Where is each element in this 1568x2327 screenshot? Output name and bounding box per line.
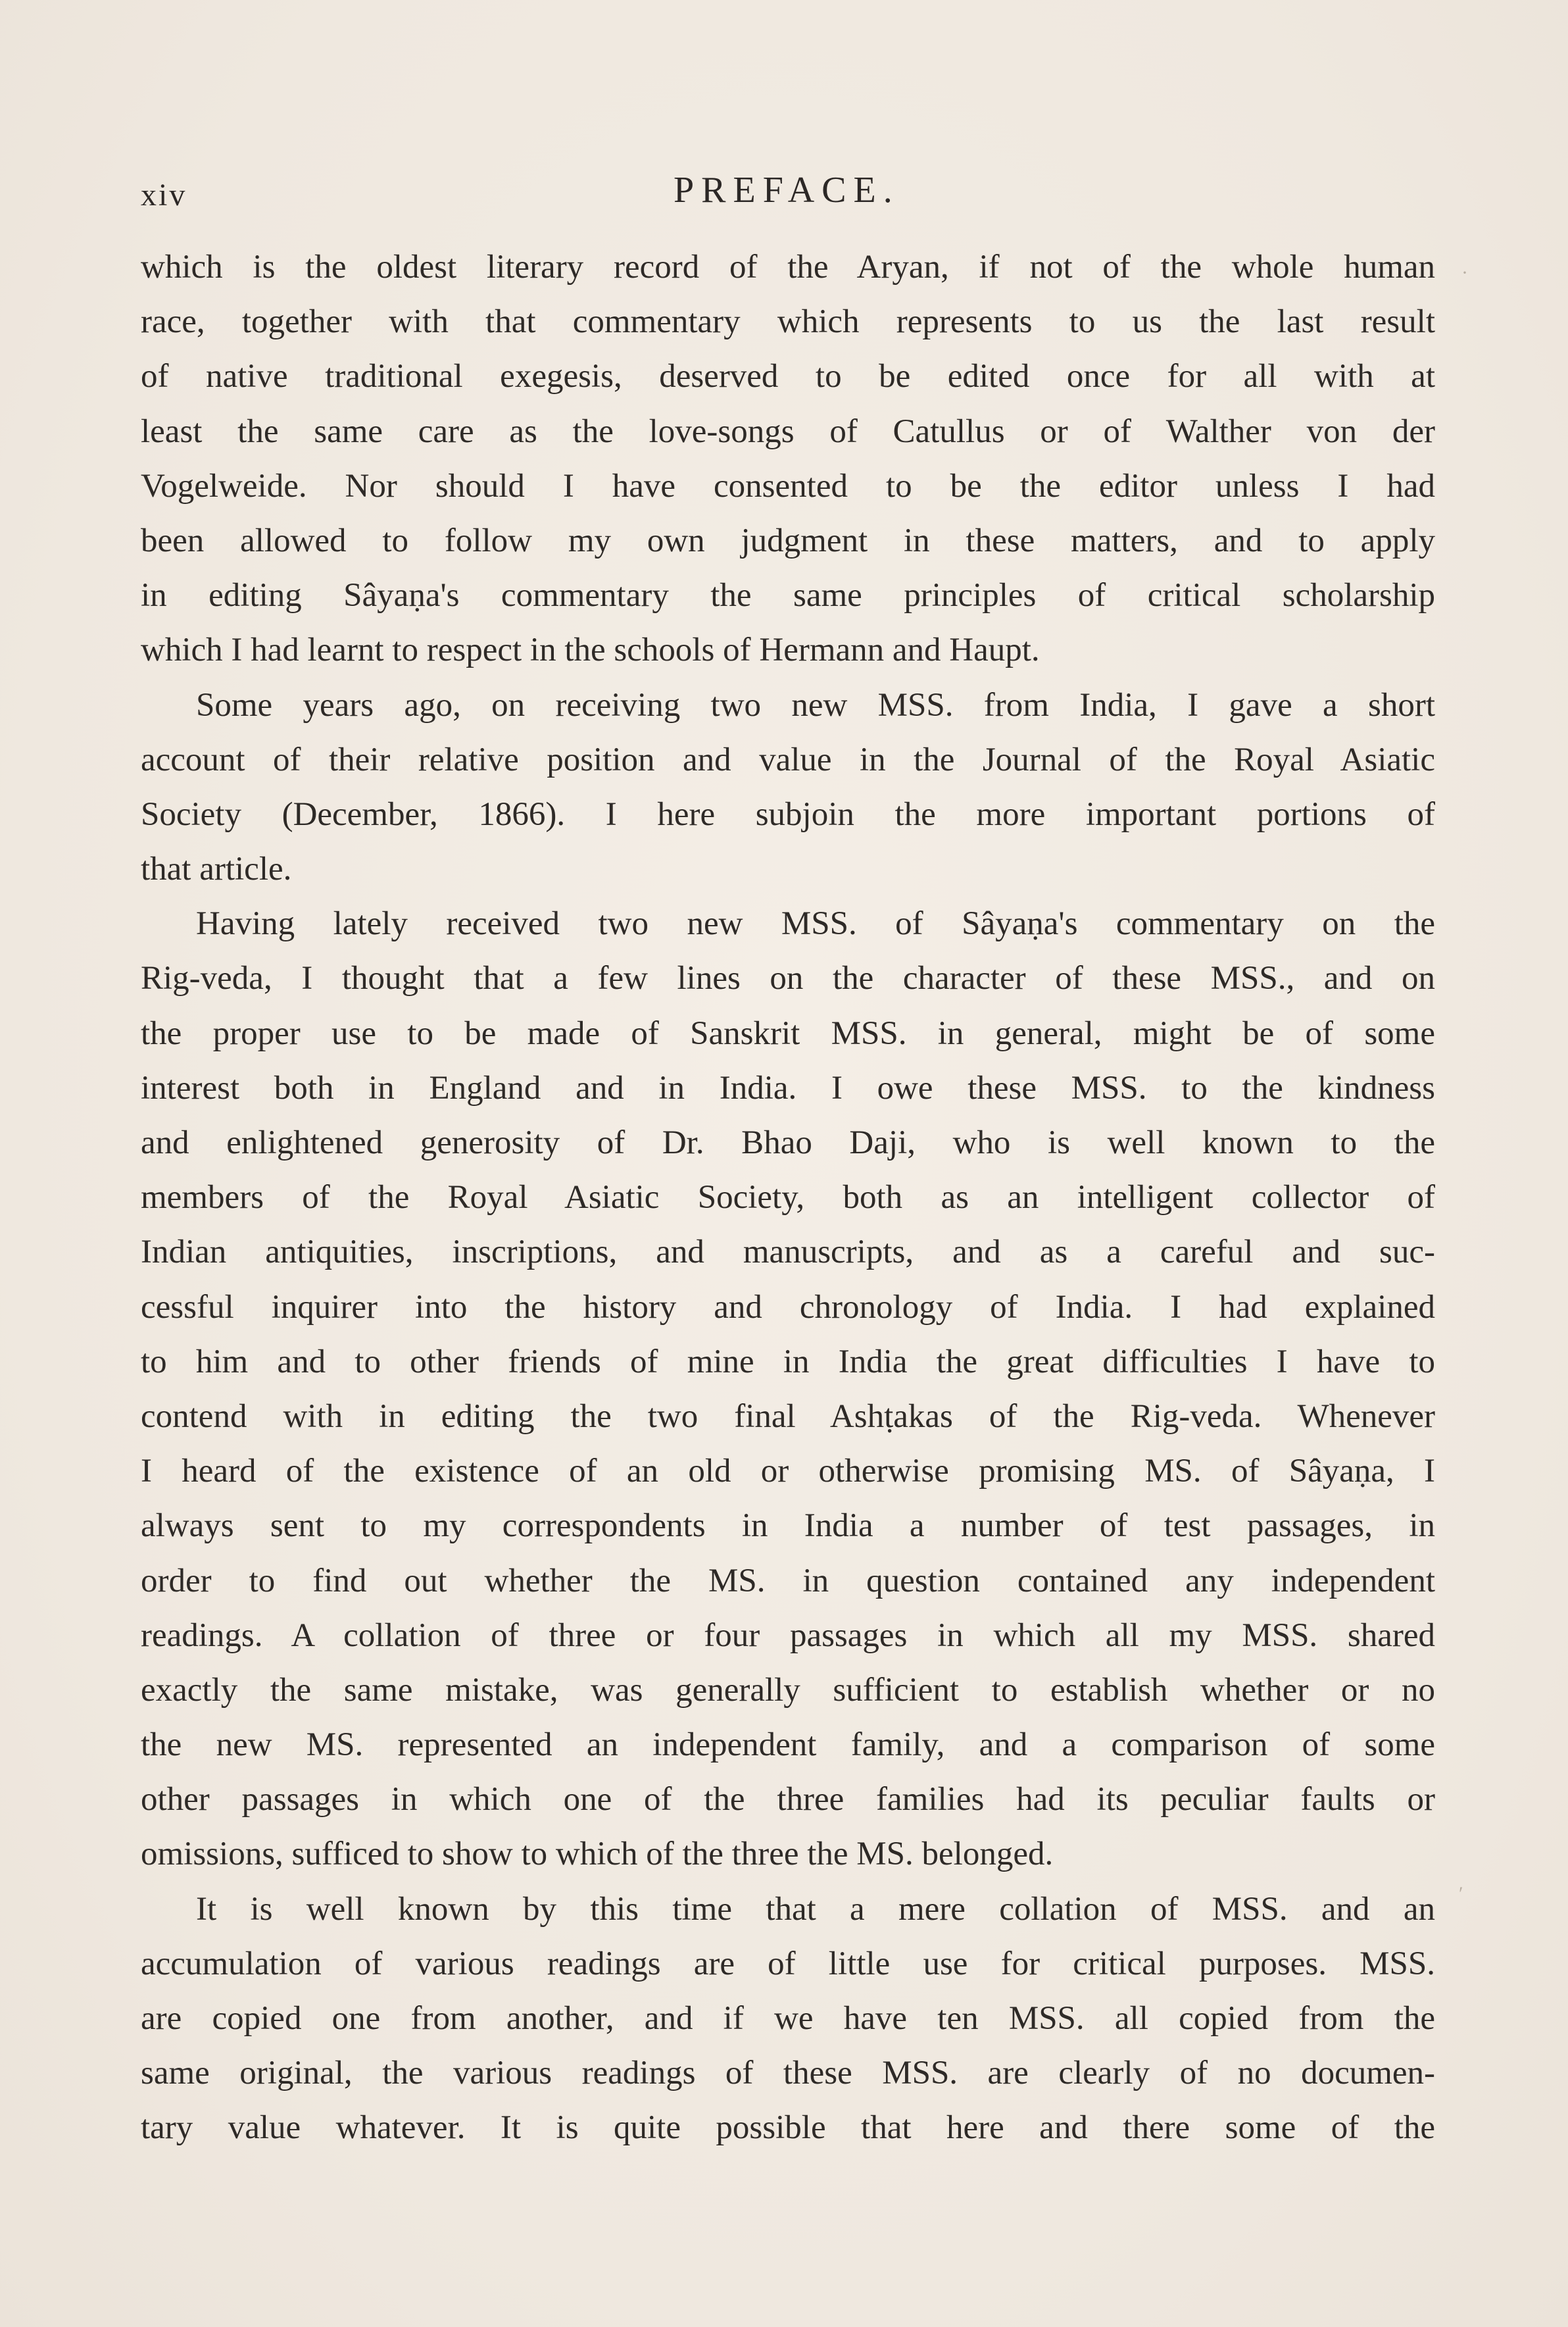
text-line: Vogelweide. Nor should I have consented to be the editor unless I had: [141, 467, 1435, 505]
paragraph-1: [141, 240, 1435, 678]
text-line: omissions, sufficed to show to which of the three the MS. belonged.: [141, 1836, 1054, 1873]
paper-speck-mark: ʹ: [1459, 1883, 1463, 1905]
text-line: to him and to other friends of mine in India the great difficulties I have to: [141, 1343, 1435, 1380]
text-line: Having lately received two new MSS. of Sâyaṇa's commentary on the: [196, 905, 1435, 943]
text-line: It is well known by this time that a mere collation of MSS. and an: [196, 1890, 1435, 1928]
body-text: [141, 240, 1435, 2156]
text-line: least the same care as the love-songs of Catullus or of Walther von der: [141, 413, 1435, 450]
text-line: which I had learnt to respect in the schools of Hermann and Haupt.: [141, 632, 1040, 669]
paragraph-3: [141, 897, 1435, 1882]
text-line: race, together with that commentary which represents to us the last result: [141, 303, 1435, 341]
page-header: [141, 168, 1435, 220]
text-line: the proper use to be made of Sanskrit MSS. in general, might be of some: [141, 1014, 1435, 1052]
running-head: PREFACE.: [674, 170, 900, 211]
text-line: I heard of the existence of an old or otherwise promising MS. of Sâyaṇa, I: [141, 1453, 1435, 1490]
text-line: readings. A collation of three or four passages in which all my MSS. shared: [141, 1616, 1435, 1654]
text-line: other passages in which one of the three families had its peculiar faults or: [141, 1781, 1435, 1818]
text-line: accumulation of various readings are of little use for critical purposes. MSS.: [141, 1945, 1435, 1982]
paper-speck-mark: ·: [1461, 262, 1468, 284]
text-line: interest both in England and in India. I owe these MSS. to the kindness: [141, 1069, 1435, 1107]
text-line: same original, the various readings of these MSS. are clearly of no documen-: [141, 2055, 1435, 2092]
text-line: and enlightened generosity of Dr. Bhao Daji, who is well known to the: [141, 1124, 1435, 1161]
page-number: xiv: [141, 178, 187, 213]
text-line: Some years ago, on receiving two new MSS. from India, I gave a short: [196, 686, 1435, 724]
paragraph-4: [141, 1882, 1435, 2156]
text-line: Rig-veda, I thought that a few lines on the character of these MSS., and on: [141, 960, 1435, 997]
text-line: members of the Royal Asiatic Society, both as an intelligent collector of: [141, 1179, 1435, 1216]
text-line: which is the oldest literary record of the Aryan, if not of the whole human: [141, 249, 1435, 286]
text-line: account of their relative position and value in the Journal of the Royal Asiatic: [141, 741, 1435, 778]
text-line: in editing Sâyaṇa's commentary the same principles of critical scholarship: [141, 577, 1435, 614]
paragraph-2: [141, 678, 1435, 897]
text-line: are copied one from another, and if we have ten MSS. all copied from the: [141, 2000, 1435, 2037]
text-line: order to find out whether the MS. in question contained any independent: [141, 1562, 1435, 1599]
text-line: tary value whatever. It is quite possible that here and there some of the: [141, 2109, 1435, 2147]
text-line: exactly the same mistake, was generally sufficient to establish whether or no: [141, 1671, 1435, 1709]
text-line: Indian antiquities, inscriptions, and manuscripts, and as a careful and suc-: [141, 1234, 1435, 1271]
text-line: the new MS. represented an independent family, and a comparison of some: [141, 1726, 1435, 1764]
text-line: been allowed to follow my own judgment in these matters, and to apply: [141, 522, 1435, 559]
text-line: of native traditional exegesis, deserved to be edited once for all with at: [141, 358, 1435, 395]
text-line: that article.: [141, 851, 292, 888]
text-line: cessful inquirer into the history and chronology of India. I had explained: [141, 1288, 1435, 1326]
text-line: contend with in editing the two final Ashṭakas of the Rig-veda. Whenever: [141, 1397, 1435, 1435]
text-line: Society (December, 1866). I here subjoin the more important portions of: [141, 795, 1435, 833]
text-line: always sent to my correspondents in India a number of test passages, in: [141, 1507, 1435, 1545]
